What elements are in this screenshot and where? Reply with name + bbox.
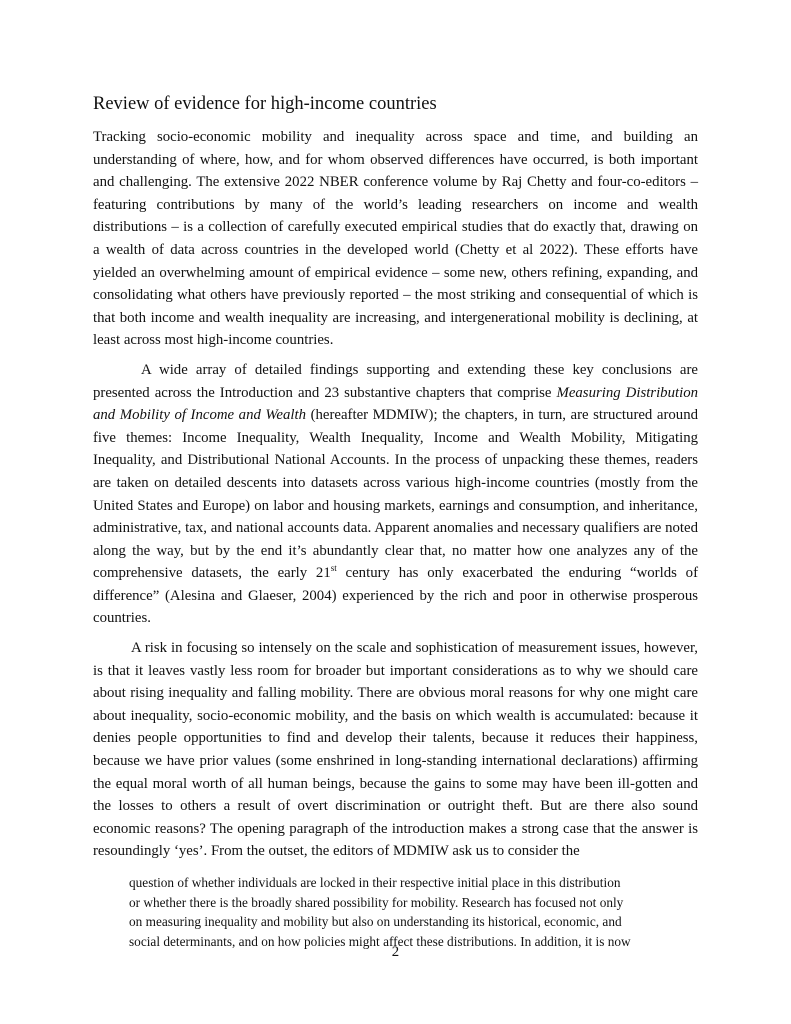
quote-line: social determinants, and on how policies might affect these distributions. In addition, it is now	[129, 933, 631, 949]
paragraph-2-text-c: century has only exacerbated the enduring “worlds of difference” (Alesina and Glaeser, 2004) experienced by the rich and poor in otherwise prosperous countries.	[93, 565, 698, 627]
page-number: 2	[391, 944, 400, 960]
quote-line: question of whether individuals are locked in their respective initial place in this distribution	[129, 875, 621, 890]
block-quote	[129, 873, 669, 951]
paragraph-2	[93, 359, 698, 630]
paragraph-3: A risk in focusing so intensely on the scale and sophistication of measurement issues, however, is that it leaves vastly less room for broader but important considerations as to why we should care about rising inequality and falling mobility. There are obvious moral reasons for why one might care about inequality, socio-economic mobility, and the basis on which wealth is accumulated: because it denies people opportunities to find and develop their talents, because it reduces their happiness, because we have prior values (some enshrined in long-standing international declarations) affirming the equal moral worth of all human beings, because the gains to some may have been ill-gotten and the losses to others a result of overt discrimination or outright theft. But are there also sound economic reasons? The opening paragraph of the introduction makes a strong case that the answer is resoundingly ‘yes’. From the outset, the editors of MDMIW ask us to consider the	[93, 640, 698, 860]
body-text	[93, 126, 698, 951]
book-title: Measuring Distribution and Mobility of Income and Wealth	[93, 384, 698, 424]
quote-line: on measuring inequality and mobility but also on understanding its historical, economic, and	[129, 914, 622, 930]
quote-line: or whether there is the broadly shared possibility for mobility. Research has focused not only	[129, 894, 624, 910]
paragraph-2-text-b: (hereafter MDMIW); the chapters, in turn, are structured around five themes: Income Inequality, Wealth Inequality, Income and Wealth Mobility, Mitigating Inequality, and Distributional National Accounts. In the process of unpacking these themes, readers are taken on detailed descents into datasets across various high-income countries (mostly from the United States and Europe) on labor and housing markets, earnings and consumption, and inheritance, administrative, tax, and national accounts data. Apparent anomalies and necessary qualifiers are noted along the way, but by the end it’s abundantly clear that, no matter how one analyzes any of the comprehensive datasets, the early 21	[93, 407, 698, 582]
paragraph-1: Tracking socio-economic mobility and inequality across space and time, and building an understanding of where, how, and for whom observed differences have occurred, is both important and challenging. The extensive 2022 NBER conference volume by Raj Chetty and four-co-editors – featuring contributions by many of the world’s leading researchers on income and wealth distributions – is a collection of carefully executed empirical studies that do exactly that, drawing on a wealth of data across countries in the developed world (Chetty et al 2022). These efforts have yielded an overwhelming amount of empirical evidence – some new, others refining, expanding, and consolidating what others have previously reported – the most striking and consequential of which is that both income and wealth inequality are increasing, and intergenerational mobility is declining, at least across most high-income countries.	[93, 129, 698, 349]
ordinal-superscript: st	[330, 563, 337, 574]
paragraph-2-text-a: A wide array of detailed findings supporting and extending these key conclusions are presented across the Introduction and 23 substantive chapters that comprise	[93, 361, 698, 401]
section-heading: Review of evidence for high-income countries	[93, 94, 437, 114]
